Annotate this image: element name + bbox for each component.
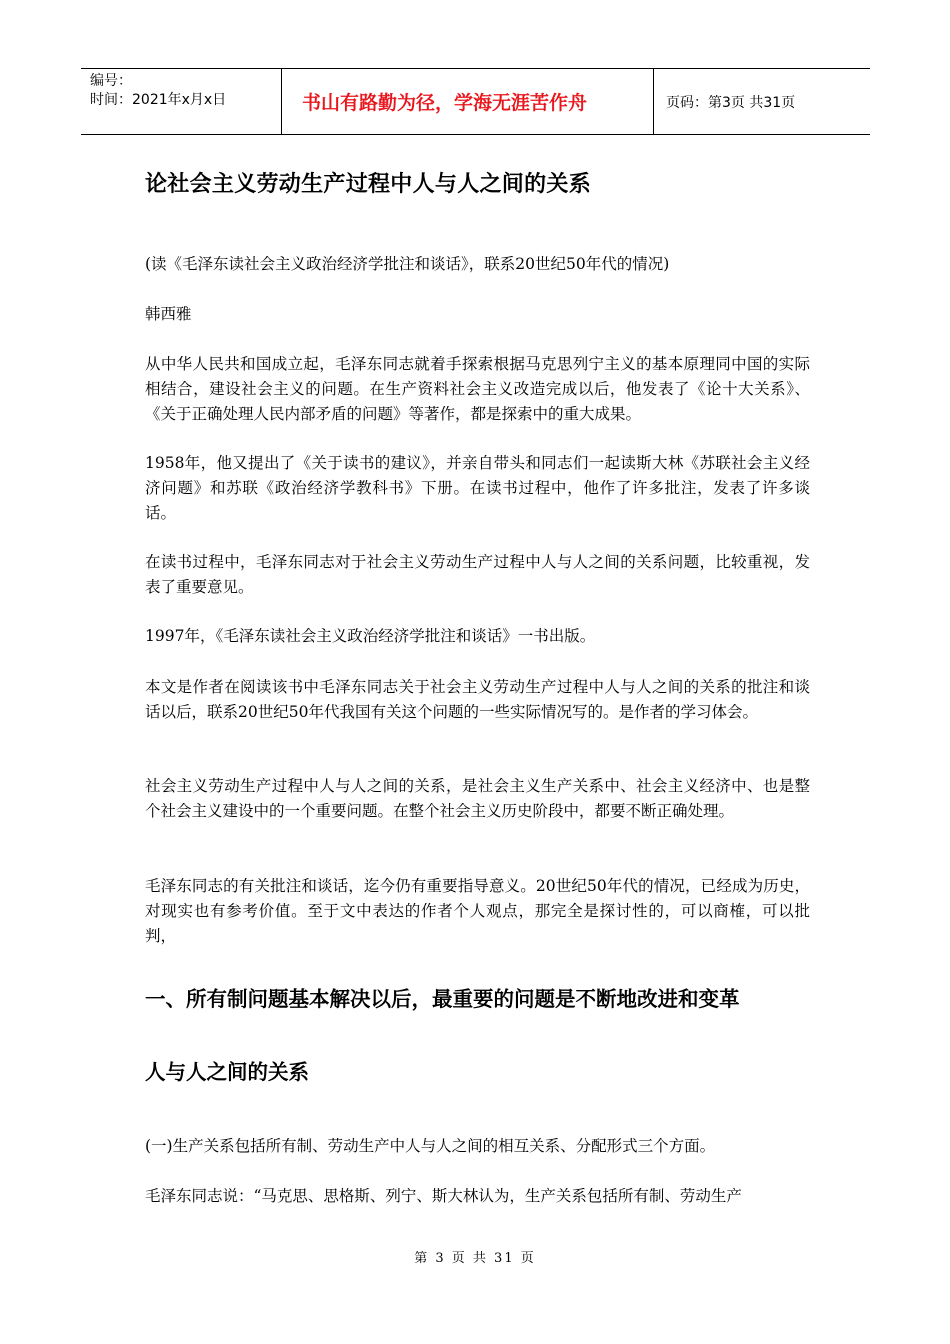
body-paragraph: 社会主义劳动生产过程中人与人之间的关系，是社会主义生产关系中、社会主义经济中、也是整个社会主义建设中的一个重要问题。在整个社会主义历史阶段中，都要不断正确处理。 — [145, 777, 810, 820]
document-author: 韩西雅 — [145, 305, 192, 323]
section-heading-line-2: 人与人之间的关系 — [145, 1060, 309, 1084]
document-title: 论社会主义劳动生产过程中人与人之间的关系 — [145, 172, 592, 197]
section-heading-line-1: 一、所有制问题基本解决以后，最重要的问题是不断地改进和变革 — [145, 987, 740, 1011]
document-date-label: 时间：2021年x月x日 — [90, 92, 227, 108]
header-page-info: 页码：第3页 共31页 — [666, 94, 796, 111]
document-number-label: 编号： — [90, 73, 132, 89]
body-paragraph: 毛泽东同志的有关批注和谈话，迄今仍有重要指导意义。20世纪50年代的情况，已经成为历史，对现实也有参考价值。至于文中表达的作者个人观点，那完全是探讨性的，可以商榷，可以批判， — [145, 877, 810, 945]
section-paragraph: 毛泽东同志说：“马克思、思格斯、列宁、斯大林认为，生产关系包括所有制、劳动生产 — [145, 1187, 742, 1205]
header-motto: 书山有路勤为径，学海无涯苦作舟 — [282, 69, 654, 134]
page-footer: 第 3 页 共 31 页 — [414, 1251, 536, 1266]
body-paragraph: 从中华人民共和国成立起，毛泽东同志就着手探索根据马克思列宁主义的基本原理同中国的实际相结合，建设社会主义的问题。在生产资料社会主义改造完成以后，他发表了《论十大关系》、《关于正确处理人民内部矛盾的问题》等著作，都是探索中的重大成果。 — [145, 355, 810, 423]
body-paragraph: 本文是作者在阅读该书中毛泽东同志关于社会主义劳动生产过程中人与人之间的关系的批注和谈话以后，联系20世纪50年代我国有关这个问题的一些实际情况写的。是作者的学习体会。 — [145, 678, 810, 721]
page-header — [81, 68, 870, 135]
document-subtitle: (读《毛泽东读社会主义政治经济学批注和谈话》，联系20世纪50年代的情况) — [145, 255, 670, 273]
body-paragraph: 在读书过程中，毛泽东同志对于社会主义劳动生产过程中人与人之间的关系问题，比较重视，发表了重要意见。 — [145, 553, 810, 596]
body-paragraph: 1958年，他又提出了《关于读书的建议》，并亲自带头和同志们一起读斯大林《苏联社会主义经济问题》和苏联《政治经济学教科书》下册。在读书过程中，他作了许多批注，发表了许多谈话。 — [145, 454, 810, 522]
header-meta — [81, 69, 282, 134]
section-paragraph: (一)生产关系包括所有制、劳动生产中人与人之间的相互关系、分配形式三个方面。 — [145, 1137, 716, 1155]
body-paragraph: 1997年，《毛泽东读社会主义政治经济学批注和谈话》一书出版。 — [145, 627, 596, 645]
